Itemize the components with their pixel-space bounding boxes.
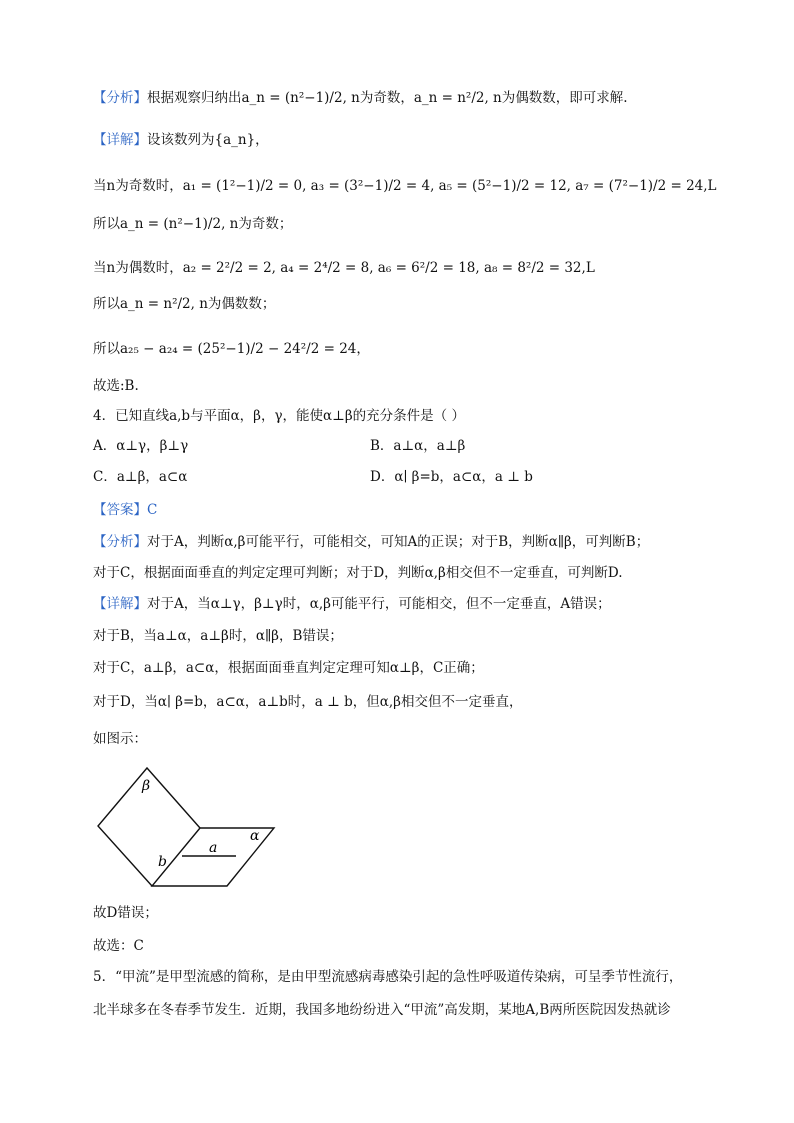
detail2-line-1 [93,594,611,614]
analysis2-line-2: 对于C，根据面面垂直的判定定理可判断；对于D，判断α,β相交但不一定垂直，可判断D. [93,565,623,581]
analysis-line-1 [93,88,628,108]
answer-text: 【答案】C [93,502,158,518]
label-beta: β [142,778,151,794]
detail2-tag: 【详解】 [93,596,147,612]
detail2-line-3: 对于C，a⊥β，a⊂α，根据面面垂直判定定理可知α⊥β，C正确； [93,660,484,676]
odd-case-line: 当n为奇数时，a₁ = (1²−1)/2 = 0, a₃ = (3²−1)/2 = 4, a₅ = (5²−1)/2 = 12, a₇ = (7²−1)/2 = 24,L [93,178,717,194]
planes-figure [90,758,290,898]
analysis-tag: 【分析】 [93,90,147,106]
detail-line-1 [93,130,269,150]
option-a: A．α⊥γ，β⊥γ [93,438,189,454]
option-d: D．α∣ β=b，a⊂α，a ⊥ b [370,469,533,485]
label-a: a [209,840,218,856]
question-5-line-2: 北半球多在冬春季节发生．近期，我国多地纷纷进入“甲流”高发期，某地A,B两所医院因发热就诊 [93,1002,671,1018]
even-formula-line: 所以a_n = n²/2, n为偶数数； [93,296,276,312]
difference-line: 所以a₂₅ − a₂₄ = (25²−1)/2 − 24²/2 = 24， [93,341,370,357]
detail-text: 设该数列为{a_n}， [147,132,269,148]
choice-b-line: 故选:B. [93,378,139,394]
label-alpha: α [250,828,260,844]
analysis-text: 根据观察归纳出a_n = (n²−1)/2, n为奇数，a_n = n²/2, n为偶数数，即可求解. [147,90,628,106]
detail2-text: 对于A，当α⊥γ，β⊥γ时，α,β可能平行，可能相交，但不一定垂直，A错误； [147,596,611,612]
option-b: B．a⊥α，a⊥β [370,438,466,454]
analysis2-line-1 [93,532,649,552]
detail-tag: 【详解】 [93,132,147,148]
option-c: C．a⊥β，a⊂α [93,469,188,485]
figure-caption: 如图示： [93,731,147,747]
answer-line [93,500,157,520]
conclusion-d: 故D错误； [93,905,158,921]
question-5-line-1: 5．“甲流”是甲型流感的简称，是由甲型流感病毒感染引起的急性呼吸道传染病，可呈季节性流行， [93,969,683,985]
odd-formula-line: 所以a_n = (n²−1)/2, n为奇数； [93,216,293,232]
analysis2-text: 对于A，判断α,β可能平行，可能相交，可知A的正误；对于B，判断α∥β，可判断B； [147,534,650,550]
detail2-line-2: 对于B，当a⊥α，a⊥β时，α∥β，B错误； [93,628,343,644]
detail2-line-4: 对于D，当α∣ β=b，a⊂α，a⊥b时，a ⊥ b，但α,β相交但不一定垂直， [93,694,523,710]
question-4: 4．已知直线a,b与平面α，β，γ，能使α⊥β的充分条件是（ ） [93,408,465,424]
even-case-line: 当n为偶数时，a₂ = 2²/2 = 2, a₄ = 2⁴/2 = 8, a₆ = 6²/2 = 18, a₈ = 8²/2 = 32,L [93,260,595,276]
label-b: b [158,854,167,870]
analysis2-tag: 【分析】 [93,534,147,550]
choice-c-line: 故选：C [93,938,144,954]
